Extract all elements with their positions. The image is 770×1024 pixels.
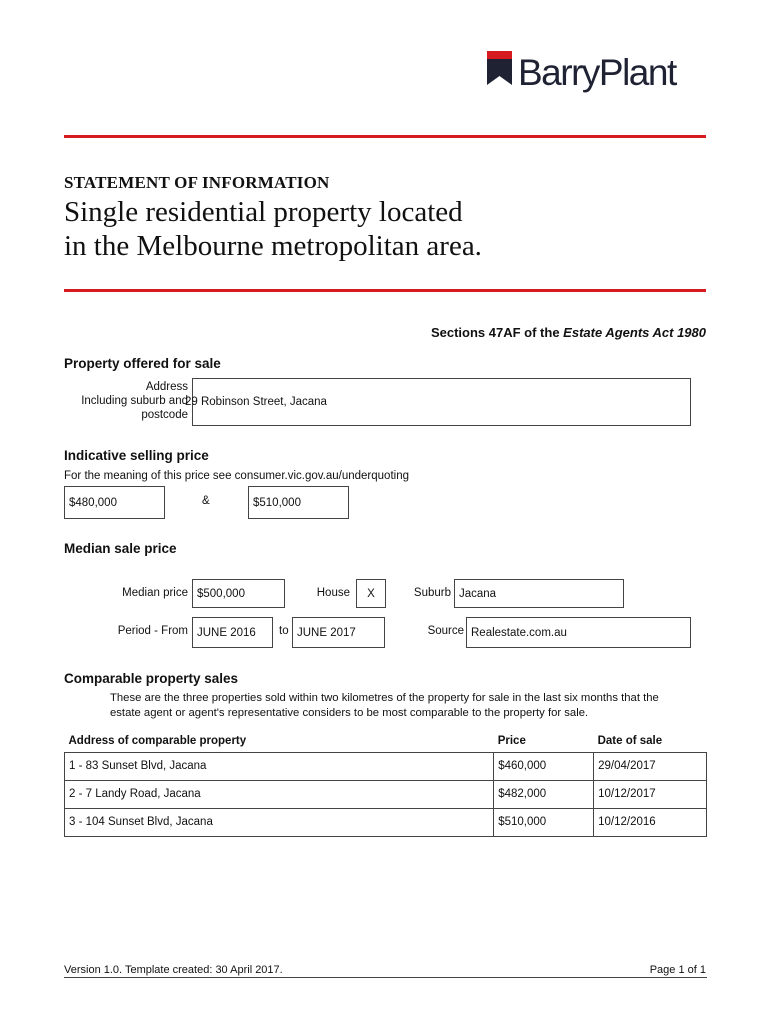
house-label: House	[316, 587, 350, 599]
footer-rule	[64, 977, 707, 978]
comparable-intro	[110, 691, 700, 721]
table-row	[65, 780, 707, 808]
flag-logo-icon	[487, 51, 512, 85]
address-field[interactable]	[185, 378, 691, 426]
comparable-address-cell[interactable]: 1 - 83 Sunset Blvd, Jacana	[65, 752, 494, 780]
document-kicker: STATEMENT OF INFORMATION	[64, 173, 330, 192]
indicative-note: For the meaning of this price see consumer.vic.gov.au/underquoting	[64, 470, 409, 482]
title-line-1: Single residential property located	[64, 196, 463, 228]
act-prefix: Sections 47AF of the	[430, 325, 560, 340]
brand-name: BarryPlant	[518, 52, 676, 93]
comparable-intro-line-1: These are the three properties sold within two kilometres of the property for sale in the last six months that the	[110, 692, 659, 704]
median-heading: Median sale price	[64, 541, 177, 556]
bottom-red-rule	[64, 289, 706, 292]
act-reference	[431, 325, 706, 340]
period-to-label: to	[279, 625, 289, 637]
median-price-value: $500,000	[197, 587, 245, 600]
address-label	[64, 380, 188, 422]
comparable-date-cell[interactable]: 29/04/2017	[594, 752, 707, 780]
indicative-heading: Indicative selling price	[64, 448, 209, 463]
table-row	[65, 808, 707, 836]
house-value: X	[367, 587, 375, 600]
address-label-line-3: postcode	[141, 409, 188, 421]
period-to-field[interactable]	[292, 617, 385, 648]
suburb-value: Jacana	[459, 587, 497, 600]
house-checkbox[interactable]	[356, 579, 386, 608]
column-header-date: Date of sale	[594, 730, 707, 752]
comparable-price-cell[interactable]: $482,000	[494, 780, 594, 808]
barry-plant-logo	[487, 50, 707, 98]
address-label-line-1: Address	[145, 381, 188, 393]
title-line-2: in the Melbourne metropolitan area.	[64, 230, 482, 262]
comparable-price-cell[interactable]: $460,000	[494, 752, 594, 780]
comparable-date-cell[interactable]: 10/12/2017	[594, 780, 707, 808]
source-label: Source	[427, 625, 464, 637]
comparable-address-cell[interactable]: 2 - 7 Landy Road, Jacana	[65, 780, 494, 808]
address-value: 29 Robinson Street, Jacana	[185, 396, 327, 408]
table-header-row	[65, 730, 707, 752]
suburb-field[interactable]	[454, 579, 624, 608]
footer-page-number: Page 1 of 1	[649, 964, 706, 976]
column-header-price: Price	[494, 730, 594, 752]
period-from-label: Period - From	[117, 625, 188, 637]
source-value: Realestate.com.au	[471, 626, 567, 639]
price-low-field[interactable]	[64, 486, 165, 519]
act-name: Estate Agents Act 1980	[563, 325, 706, 340]
price-low-value: $480,000	[69, 496, 117, 509]
comparable-table	[64, 730, 707, 837]
period-to-value: JUNE 2017	[297, 626, 356, 639]
comparable-intro-line-2: estate agent or agent's representative considers to be most comparable to the property for sale.	[110, 707, 589, 719]
median-price-field[interactable]	[192, 579, 285, 608]
period-from-value: JUNE 2016	[197, 626, 256, 639]
footer-version: Version 1.0. Template created: 30 April 2017.	[64, 964, 283, 976]
comparable-heading: Comparable property sales	[64, 671, 239, 686]
column-header-address: Address of comparable property	[65, 730, 494, 752]
property-heading: Property offered for sale	[64, 356, 221, 371]
price-high-value: $510,000	[253, 496, 301, 509]
comparable-date-cell[interactable]: 10/12/2016	[594, 808, 707, 836]
source-field[interactable]	[466, 617, 691, 648]
suburb-label: Suburb	[413, 587, 451, 599]
table-row	[65, 752, 707, 780]
top-red-rule	[64, 135, 706, 138]
document-title	[64, 195, 684, 263]
comparable-price-cell[interactable]: $510,000	[494, 808, 594, 836]
median-price-label: Median price	[122, 587, 188, 599]
comparable-address-cell[interactable]: 3 - 104 Sunset Blvd, Jacana	[65, 808, 494, 836]
period-from-field[interactable]	[192, 617, 273, 648]
price-joiner: &	[202, 495, 210, 507]
address-label-line-2: Including suburb and	[81, 395, 188, 407]
price-high-field[interactable]	[248, 486, 349, 519]
